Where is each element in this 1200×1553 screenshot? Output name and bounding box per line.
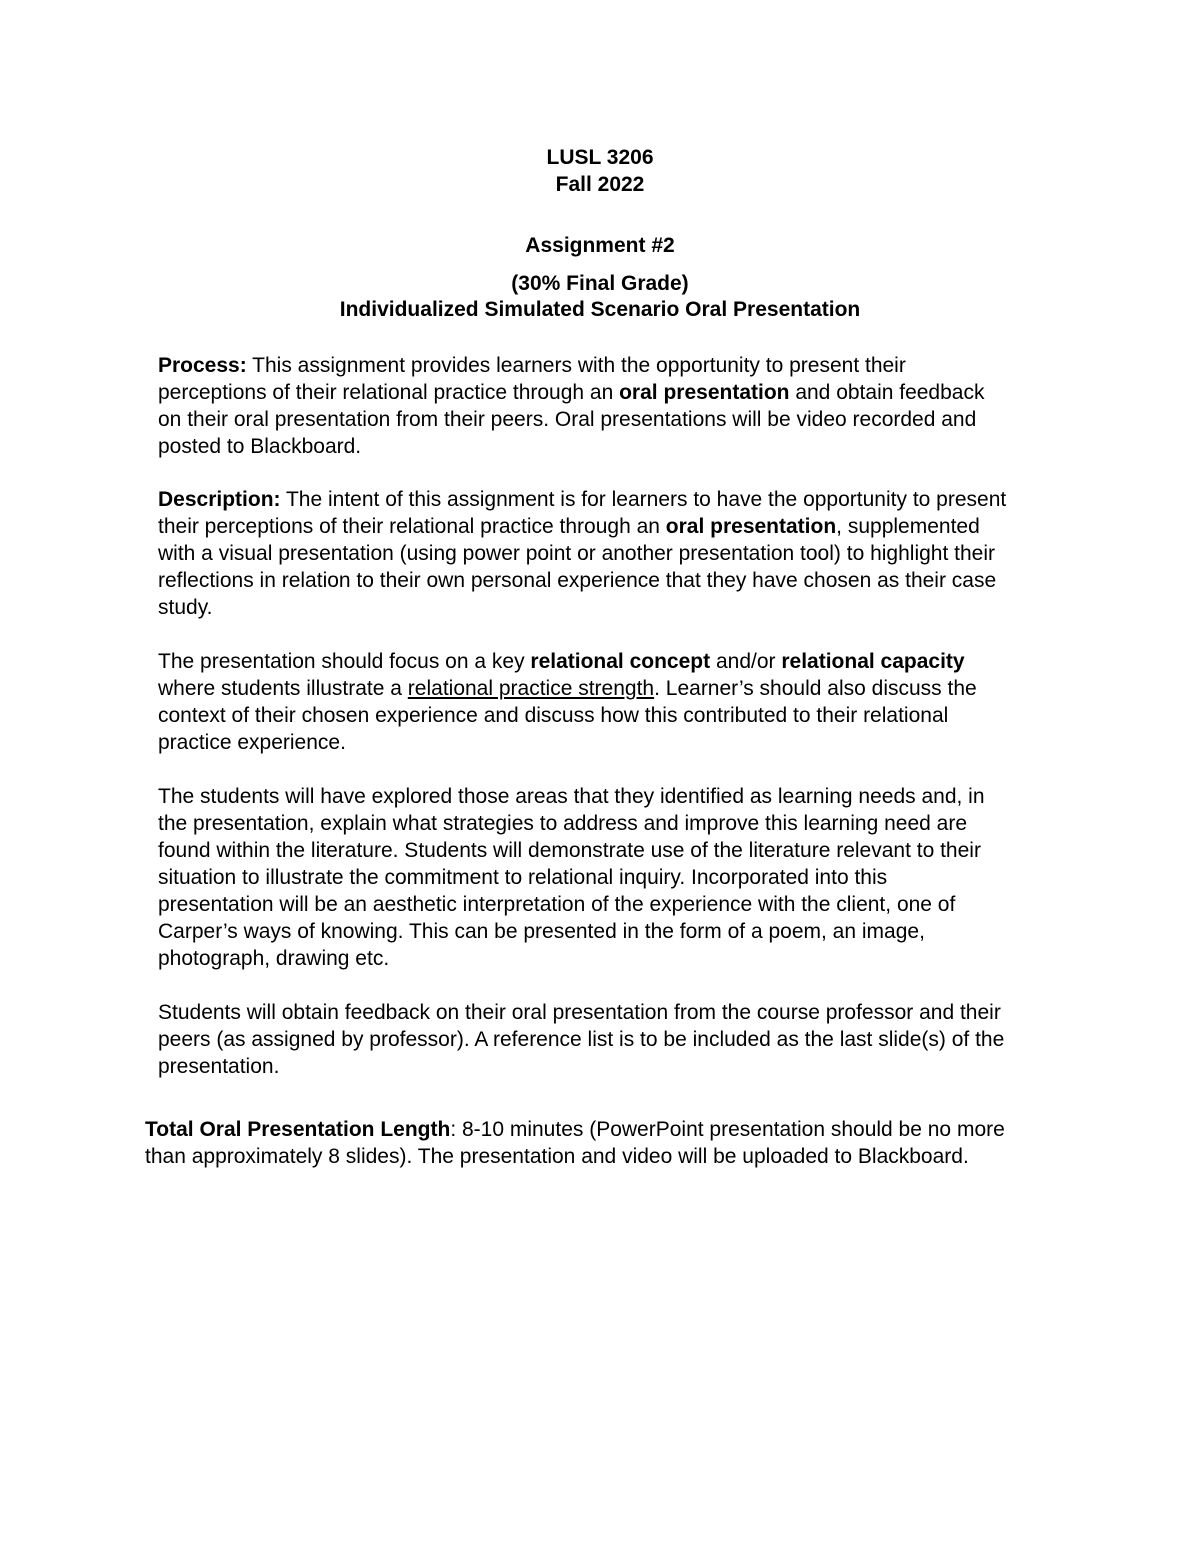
description-text-1: The intent of this assignment is for learners to have the opportunity to present their perceptions of their relational practice through an [158,488,1007,538]
process-bold-1: oral presentation [619,381,790,404]
description-paragraph [158,486,1008,621]
feedback-paragraph: Students will obtain feedback on their oral presentation from the course professor and their peers (as assigned by professor). A reference list is to be included as the last slide(s) of the presentation. [158,1001,1005,1078]
focus-bold-1: relational concept [530,650,711,673]
description-label: Description: [158,488,281,511]
focus-underlined: relational practice strength [407,677,655,700]
focus-paragraph [158,648,1008,756]
term: Fall 2022 [555,173,645,196]
assignment-title: Individualized Simulated Scenario Oral Presentation [339,298,861,321]
description-text-2: , supplemented with a visual presentation (using power point or another presentation tool) to highlight their reflections in relation to their own personal experience that they have chosen as their case study. [158,515,997,619]
process-label: Process: [158,354,247,377]
process-paragraph [158,352,1008,460]
focus-text-1: The presentation should focus on a key [158,650,531,673]
focus-text-4: . Learner’s should also discuss the context of their chosen experience and discuss how this contributed to their relational practice experience. [158,677,977,754]
process-text-2: and obtain feedback on their oral presentation from their peers. Oral presentations will be video recorded and posted to Blackboard. [158,381,985,458]
length-paragraph [145,1116,1010,1170]
explore-paragraph: The students will have explored those areas that they identified as learning needs and, in the presentation, explain what strategies to address and improve this learning need are found within the literature. Students will demonstrate use of the literature relevant to their situation to illustrate the commitment to relational inquiry. Incorporated into this presentation will be an aesthetic interpretation of the experience with the client, one of Carper’s ways of knowing. This can be presented in the form of a poem, an image, photograph, drawing etc. [158,785,985,970]
description-bold-1: oral presentation [665,515,837,538]
assignment-number: Assignment #2 [525,234,675,257]
focus-bold-2: relational capacity [781,650,965,673]
focus-text-3: where students illustrate a [158,677,408,700]
length-label: Total Oral Presentation Length [145,1118,451,1141]
grade-weight: (30% Final Grade) [511,272,689,295]
length-text: : 8-10 minutes (PowerPoint presentation should be no more than approximately 8 slides). The presentation and video will be uploaded to Blackboard. [145,1118,1005,1168]
course-code: LUSL 3206 [546,146,654,169]
focus-text-2: and/or [710,650,782,673]
process-text-1: This assignment provides learners with the opportunity to present their perceptions of their relational practice through an [158,354,906,404]
